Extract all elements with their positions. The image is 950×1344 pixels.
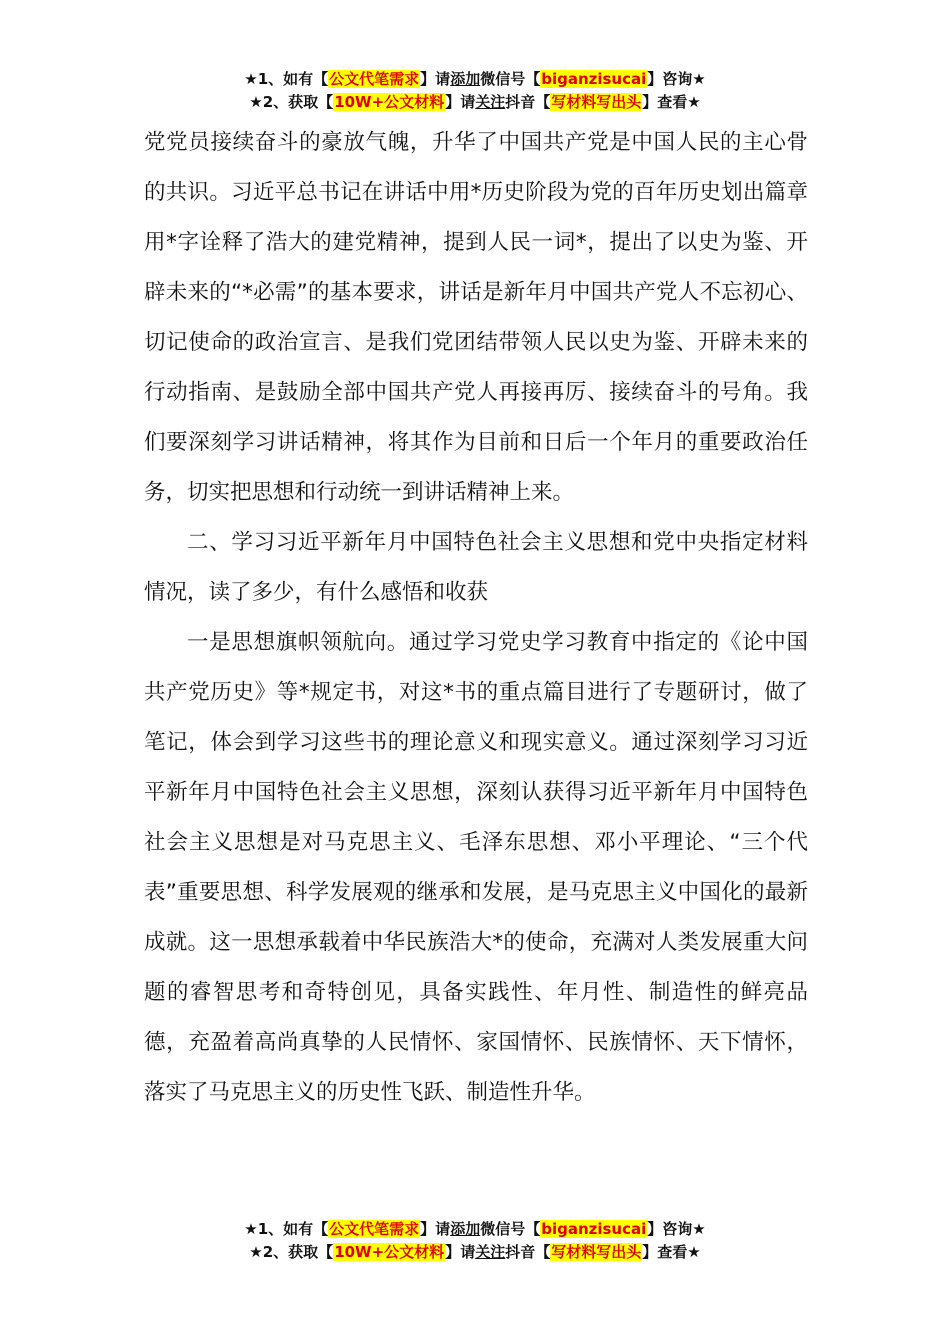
- footer-banner-line-1: ★1、如有【公文代笔需求】请添加微信号【biganzisucai】咨询★: [244, 1220, 706, 1238]
- footer-highlight-service: 公文代笔需求: [329, 1220, 420, 1238]
- highlight-service: 公文代笔需求: [329, 70, 420, 88]
- highlight-wechat-id: biganzisucai: [541, 70, 647, 88]
- section-heading-2: 二、学习习近平新年月中国特色社会主义思想和党中央指定材料情况，读了多少，有什么感悟和收获: [144, 530, 808, 605]
- footer-banner: [0, 1218, 950, 1264]
- footer-highlight-materials: 10W+公文材料: [334, 1243, 445, 1261]
- header-banner: [0, 68, 950, 114]
- highlight-douyin-account: 写材料写出头: [551, 93, 642, 111]
- highlight-materials: 10W+公文材料: [334, 93, 445, 111]
- footer-banner-line-2: ★2、获取【10W+公文材料】请关注抖音【写材料写出头】查看★: [249, 1243, 701, 1261]
- paragraph-speech-summary: 党党员接续奋斗的豪放气魄，升华了中国共产党是中国人民的主心骨的共识。习近平总书记在讲话中用*历史阶段为党的百年历史划出篇章用*字诠释了浩大的建党精神，提到人民一词*，提出了以史为鉴、开辟未来的“*必需”的基本要求，讲话是新年月中国共产党人不忘初心、切记使命的政治宣言、是我们党团结带领人民以史为鉴、开辟未来的行动指南、是鼓励全部中国共产党人再接再厉、接续奋斗的号角。我们要深刻学习讲话精神，将其作为目前和日后一个年月的重要政治任务，切实把思想和行动统一到讲话精神上来。: [144, 130, 808, 505]
- banner-line-2: ★2、获取【10W+公文材料】请关注抖音【写材料写出头】查看★: [249, 93, 701, 111]
- banner-line-1: ★1、如有【公文代笔需求】请添加微信号【biganzisucai】咨询★: [244, 70, 706, 88]
- footer-highlight-douyin-account: 写材料写出头: [551, 1243, 642, 1261]
- footer-highlight-wechat-id: biganzisucai: [541, 1220, 647, 1238]
- paragraph-thought-banner: 一是思想旗帜领航向。通过学习党史学习教育中指定的《论中国共产党历史》等*规定书，对这*书的重点篇目进行了专题研讨，做了笔记，体会到学习这些书的理论意义和现实意义。通过深刻学习习近平新年月中国特色社会主义思想，深刻认获得习近平新年月中国特色社会主义思想是对马克思主义、毛泽东思想、邓小平理论、“三个代表”重要思想、科学发展观的继承和发展，是马克思主义中国化的最新成就。这一思想承载着中华民族浩大*的使命，充满对人类发展重大问题的睿智思考和奇特创见，具备实践性、年月性、制造性的鲜亮品德，充盈着高尚真挚的人民情怀、家国情怀、民族情怀、天下情怀，落实了马克思主义的历史性飞跃、制造性升华。: [144, 630, 808, 1105]
- document-body: [144, 118, 808, 1118]
